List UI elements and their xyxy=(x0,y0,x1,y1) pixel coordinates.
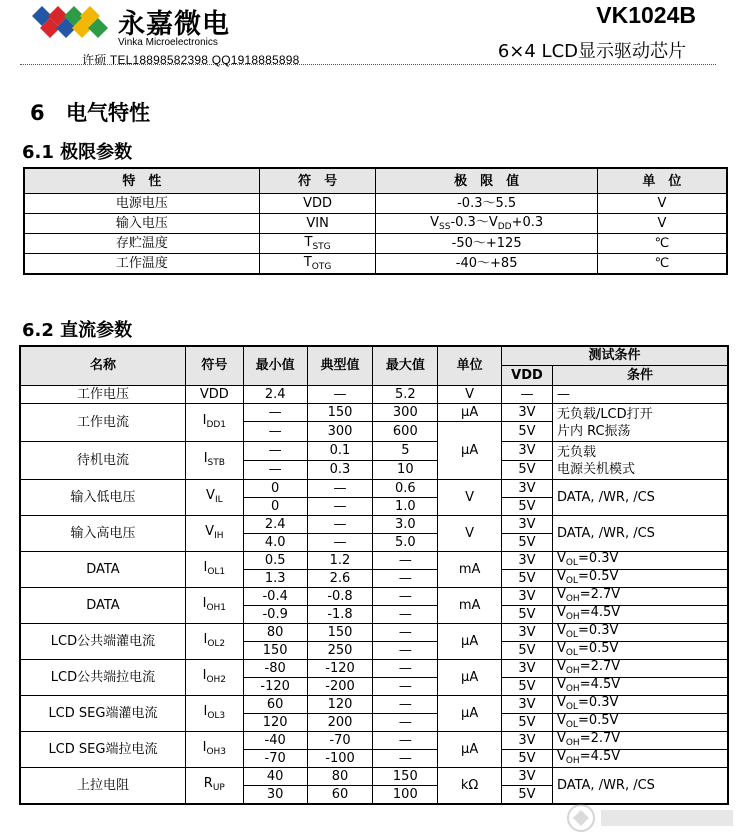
cell: 待机电流 xyxy=(20,441,185,479)
table-row xyxy=(20,659,728,677)
cell: μA xyxy=(438,695,502,731)
brand-name-cn: 永嘉微电 xyxy=(118,9,230,40)
cell: 30 xyxy=(243,785,307,804)
cell: $I_{OL1}$ xyxy=(185,551,243,587)
cell: — xyxy=(307,533,373,551)
cell: -40～+85 xyxy=(376,254,597,275)
col-header: 单 位 xyxy=(597,168,727,194)
cell: 无负载/LCD打开 片内 RC振荡 xyxy=(552,403,728,441)
cell: μA xyxy=(438,421,502,479)
cell: 40 xyxy=(243,767,307,785)
cell: -0.8 xyxy=(307,587,373,605)
absolute-max-table xyxy=(23,167,728,275)
cell: 3.0 xyxy=(373,515,438,533)
cell: 4.0 xyxy=(243,533,307,551)
cell: $V_{OH}=4.5V$ xyxy=(552,749,728,767)
cell: 150 xyxy=(307,403,373,421)
cell: 工作电流 xyxy=(20,403,185,441)
cell: V xyxy=(597,194,727,214)
cell: -0.3～5.5 xyxy=(376,194,597,214)
table-row xyxy=(20,695,728,713)
col-header: 最小值 xyxy=(243,346,307,385)
table-row xyxy=(20,479,728,497)
cell: 80 xyxy=(243,623,307,641)
cell: — xyxy=(373,605,438,623)
cell: 3V xyxy=(502,441,553,460)
cell: — xyxy=(373,587,438,605)
cell: 0.1 xyxy=(307,441,373,460)
table-row xyxy=(20,623,728,641)
cell: 1.3 xyxy=(243,569,307,587)
cell: 5V xyxy=(502,641,553,659)
cell: 2.4 xyxy=(243,515,307,533)
col-header: 最大值 xyxy=(373,346,438,385)
cell: -70 xyxy=(307,731,373,749)
cell: 250 xyxy=(307,641,373,659)
doc-subtitle: 6×4 LCD显示驱动芯片 xyxy=(497,41,686,62)
cell: $I_{STB}$ xyxy=(185,441,243,479)
cell: 5.0 xyxy=(373,533,438,551)
table-row xyxy=(20,551,728,569)
cell: 5V xyxy=(502,569,553,587)
cell: 1.0 xyxy=(373,497,438,515)
cell: LCD SEG端拉电流 xyxy=(20,731,185,767)
table-row xyxy=(20,587,728,605)
cell: $V_{OH}=2.7V$ xyxy=(552,731,728,749)
cell: 2.6 xyxy=(307,569,373,587)
cell: $I_{OH2}$ xyxy=(185,659,243,695)
cell: $V_{OL}=0.3V$ xyxy=(552,695,728,713)
table-row xyxy=(24,194,727,214)
table-row xyxy=(20,731,728,749)
cell: ℃ xyxy=(597,234,727,254)
cell: μA xyxy=(438,659,502,695)
table-row xyxy=(20,441,728,460)
cell: — xyxy=(373,623,438,641)
cell: $V_{OL}=0.3V$ xyxy=(552,623,728,641)
cell: -70 xyxy=(243,749,307,767)
cell: -40 xyxy=(243,731,307,749)
cell: $V_{OL}=0.5V$ xyxy=(552,569,728,587)
cell: — xyxy=(373,749,438,767)
cell: $V_{IH}$ xyxy=(185,515,243,551)
cell: — xyxy=(307,497,373,515)
table-row xyxy=(20,515,728,533)
cell: 5V xyxy=(502,460,553,479)
cell: 1.2 xyxy=(307,551,373,569)
cell: LCD SEG端灌电流 xyxy=(20,695,185,731)
cell: 150 xyxy=(307,623,373,641)
cell: μA xyxy=(438,403,502,421)
cell: $V_{OL}=0.5V$ xyxy=(552,713,728,731)
cell: DATA xyxy=(20,587,185,623)
cell: 5 xyxy=(373,441,438,460)
cell: 200 xyxy=(307,713,373,731)
cell: 3V xyxy=(502,479,553,497)
col-header: 单位 xyxy=(438,346,502,385)
cell: 300 xyxy=(373,403,438,421)
dc-parameter-table xyxy=(19,345,729,805)
section-heading: 6 电气特性 xyxy=(30,101,150,125)
brand-name-en: Vinka Microelectronics xyxy=(118,37,218,48)
cell: 0 xyxy=(243,497,307,515)
cell: — xyxy=(373,569,438,587)
cell: $V_{OH}=2.7V$ xyxy=(552,587,728,605)
cell: DATA, /WR, /CS xyxy=(552,479,728,515)
cell: 5V xyxy=(502,533,553,551)
cell: 存贮温度 xyxy=(24,234,259,254)
watermark-logo xyxy=(565,802,740,834)
cell: $V_{OH}=4.5V$ xyxy=(552,605,728,623)
cell: 150 xyxy=(243,641,307,659)
cell: μA xyxy=(438,623,502,659)
cell: 工作温度 xyxy=(24,254,259,275)
cell: 输入高电压 xyxy=(20,515,185,551)
cell: 0.3 xyxy=(307,460,373,479)
cell: — xyxy=(373,551,438,569)
cell: 3V xyxy=(502,587,553,605)
cell: — xyxy=(243,441,307,460)
cell: 输入电压 xyxy=(24,214,259,234)
cell: 3V xyxy=(502,403,553,421)
cell: $V_{OL}=0.3V$ xyxy=(552,551,728,569)
cell: DATA, /WR, /CS xyxy=(552,767,728,804)
cell: — xyxy=(243,421,307,441)
cell: $I_{OL3}$ xyxy=(185,695,243,731)
cell: — xyxy=(307,385,373,403)
cell: — xyxy=(373,641,438,659)
cell: 3V xyxy=(502,623,553,641)
subsection-heading-limits: 6.1 极限参数 xyxy=(22,142,133,163)
cell: — xyxy=(307,515,373,533)
cell: $I_{OH3}$ xyxy=(185,731,243,767)
cell: 3V xyxy=(502,659,553,677)
cell: 5V xyxy=(502,677,553,695)
cell: — xyxy=(373,659,438,677)
cell: LCD公共端灌电流 xyxy=(20,623,185,659)
cell: -120 xyxy=(243,677,307,695)
cell: 150 xyxy=(373,767,438,785)
cell: $V_{IL}$ xyxy=(185,479,243,515)
cell: -0.4 xyxy=(243,587,307,605)
cell: — xyxy=(373,695,438,713)
cell: DATA, /WR, /CS xyxy=(552,515,728,551)
cell: $I_{OH1}$ xyxy=(185,587,243,623)
col-header: 条件 xyxy=(552,365,728,385)
table-row xyxy=(24,254,727,275)
cell: — xyxy=(502,385,553,403)
cell: -120 xyxy=(307,659,373,677)
col-header: VDD xyxy=(502,365,553,385)
cell: VIN xyxy=(259,214,376,234)
cell: 3V xyxy=(502,731,553,749)
table-header-row xyxy=(24,168,727,194)
cell: — xyxy=(243,403,307,421)
cell: — xyxy=(307,479,373,497)
col-header: 典型值 xyxy=(307,346,373,385)
contact-info: 许硕 TEL18898582398 QQ1918885898 xyxy=(82,53,300,67)
cell: 3V xyxy=(502,767,553,785)
table-row xyxy=(24,234,727,254)
cell: 上拉电阻 xyxy=(20,767,185,804)
cell: 工作电压 xyxy=(20,385,185,403)
subsection-heading-dc: 6.2 直流参数 xyxy=(22,320,133,341)
col-header: 特 性 xyxy=(24,168,259,194)
cell: 80 xyxy=(307,767,373,785)
cell: 5V xyxy=(502,497,553,515)
cell: 输入低电压 xyxy=(20,479,185,515)
table-row xyxy=(24,214,727,234)
cell: 0 xyxy=(243,479,307,497)
cell: $R_{UP}$ xyxy=(185,767,243,804)
cell: VDD xyxy=(259,194,376,214)
cell: $T_{OTG}$ xyxy=(259,254,376,275)
cell: $V_{OH}=4.5V$ xyxy=(552,677,728,695)
cell: 0.6 xyxy=(373,479,438,497)
cell: 600 xyxy=(373,421,438,441)
cell: -80 xyxy=(243,659,307,677)
cell: — xyxy=(552,385,728,403)
cell: mA xyxy=(438,551,502,587)
cell: — xyxy=(243,460,307,479)
cell: μA xyxy=(438,731,502,767)
table-row xyxy=(20,385,728,403)
cell: LCD公共端拉电流 xyxy=(20,659,185,695)
cell: V xyxy=(438,479,502,515)
cell: mA xyxy=(438,587,502,623)
cell: V xyxy=(438,385,502,403)
cell: 0.5 xyxy=(243,551,307,569)
cell: $I_{OL2}$ xyxy=(185,623,243,659)
cell: — xyxy=(373,731,438,749)
cell: -100 xyxy=(307,749,373,767)
cell: V xyxy=(597,214,727,234)
cell: -200 xyxy=(307,677,373,695)
col-header: 测试条件 xyxy=(502,346,728,365)
cell: -1.8 xyxy=(307,605,373,623)
col-header: 极 限 值 xyxy=(376,168,597,194)
col-header: 符 号 xyxy=(259,168,376,194)
cell: — xyxy=(373,713,438,731)
table-row xyxy=(20,767,728,785)
cell: -0.9 xyxy=(243,605,307,623)
cell: 300 xyxy=(307,421,373,441)
cell: 100 xyxy=(373,785,438,804)
col-header: 符号 xyxy=(185,346,243,385)
cell: 3V xyxy=(502,515,553,533)
cell: 5V xyxy=(502,421,553,441)
cell: 60 xyxy=(243,695,307,713)
cell: 5V xyxy=(502,785,553,804)
cell: $I_{DD1}$ xyxy=(185,403,243,441)
cell: 5V xyxy=(502,749,553,767)
cell: 电源电压 xyxy=(24,194,259,214)
cell: V xyxy=(438,515,502,551)
table-row xyxy=(20,403,728,421)
cell: $T_{STG}$ xyxy=(259,234,376,254)
cell: 2.4 xyxy=(243,385,307,403)
cell: $V_{SS}-0.3\sim V_{DD}+0.3$ xyxy=(376,214,597,234)
cell: 3V xyxy=(502,695,553,713)
header-divider xyxy=(20,64,716,65)
cell: 120 xyxy=(243,713,307,731)
cell: $V_{OL}=0.5V$ xyxy=(552,641,728,659)
cell: -50～+125 xyxy=(376,234,597,254)
cell: 5.2 xyxy=(373,385,438,403)
chip-model: VK1024B xyxy=(596,2,696,28)
cell: ℃ xyxy=(597,254,727,275)
cell: 3V xyxy=(502,551,553,569)
vinka-logo xyxy=(30,4,114,40)
table-header-row xyxy=(20,346,728,365)
cell: 5V xyxy=(502,713,553,731)
col-header: 名称 xyxy=(20,346,185,385)
cell: kΩ xyxy=(438,767,502,804)
cell: — xyxy=(373,677,438,695)
cell: $V_{OH}=2.7V$ xyxy=(552,659,728,677)
cell: 无负载 电源关机模式 xyxy=(552,441,728,479)
cell: VDD xyxy=(185,385,243,403)
cell: 5V xyxy=(502,605,553,623)
cell: 60 xyxy=(307,785,373,804)
cell: DATA xyxy=(20,551,185,587)
cell: 10 xyxy=(373,460,438,479)
cell: 120 xyxy=(307,695,373,713)
